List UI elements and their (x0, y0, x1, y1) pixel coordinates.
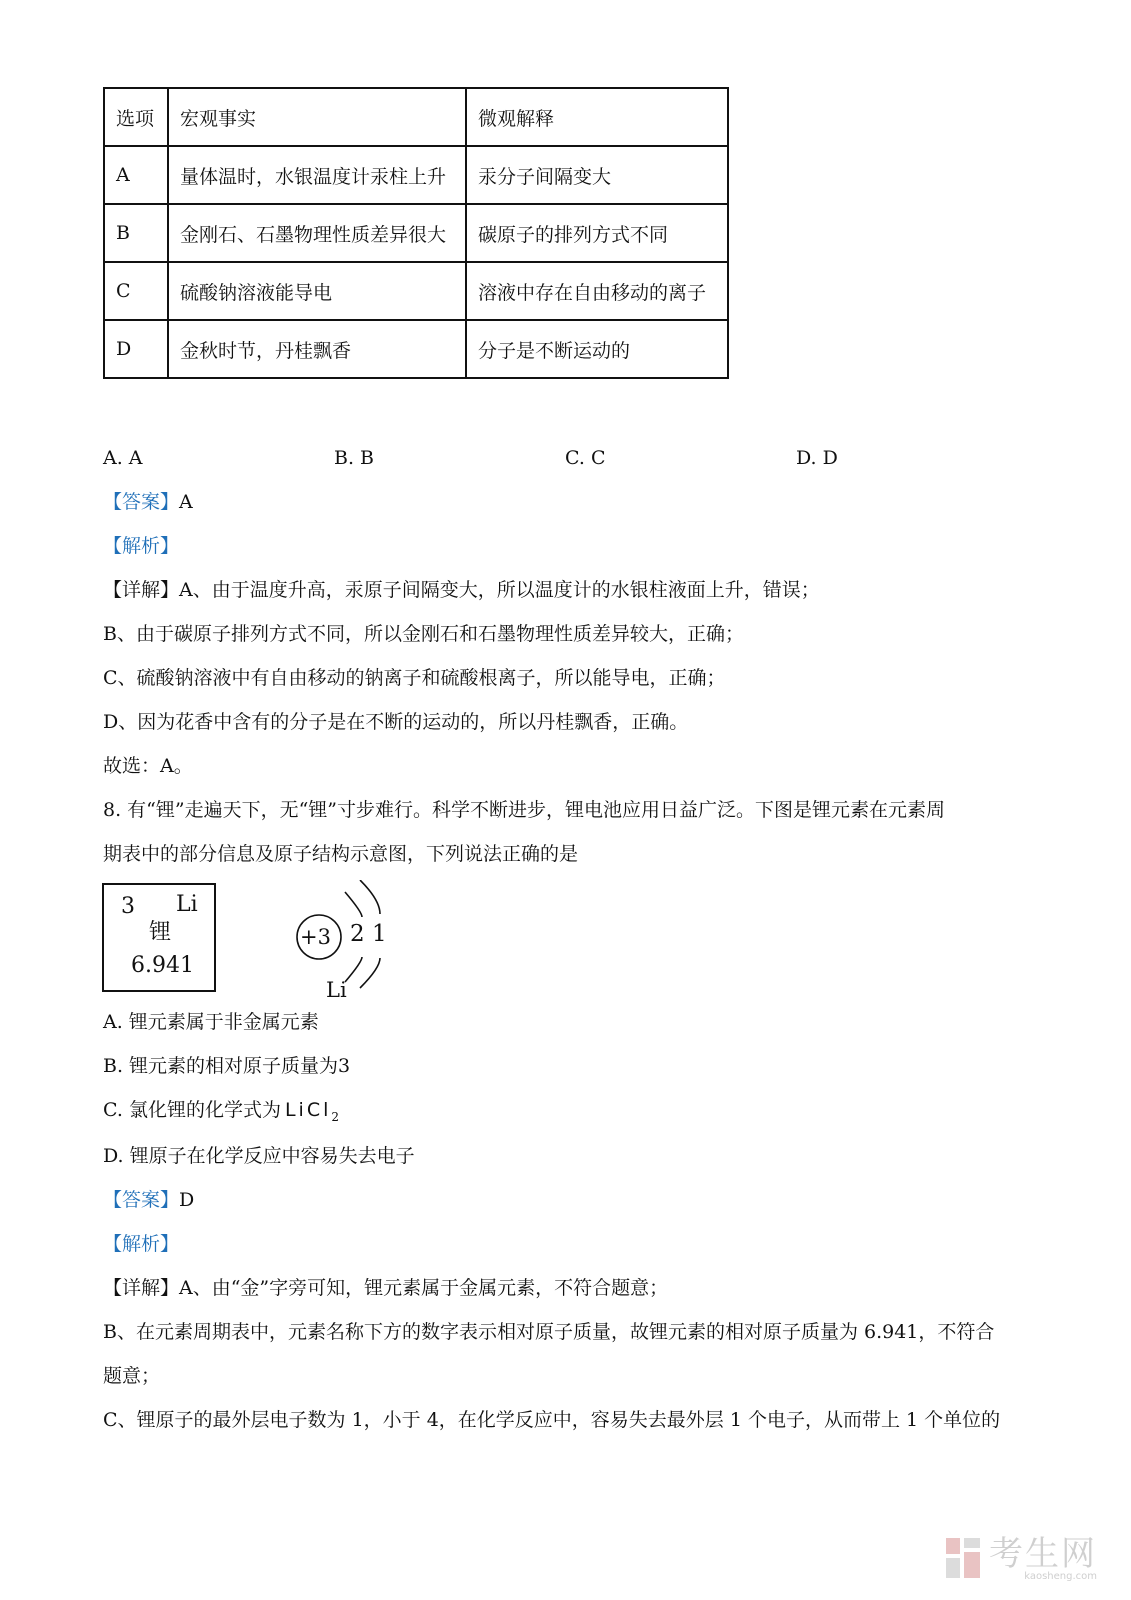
q7-option-d: D. D (796, 447, 838, 469)
q8-detail-line: 【详解】A、由“金”字旁可知，锂元素属于金属元素，不符合题意； (103, 1277, 669, 1299)
table-header: 微观解释 (466, 88, 728, 146)
option-text: C. 氯化锂的化学式为 (103, 1099, 281, 1121)
table-cell: 量体温时，水银温度计汞柱上升 (168, 146, 466, 204)
table-cell: 汞分子间隔变大 (466, 146, 728, 204)
q7-option-c: C. C (565, 447, 606, 469)
table-cell: 碳原子的排列方式不同 (466, 204, 728, 262)
q7-answer (103, 490, 193, 514)
q8-stem-line: 期表中的部分信息及原子结构示意图，下列说法正确的是 (103, 843, 579, 865)
q8-detail-line: B、在元素周期表中，元素名称下方的数字表示相对原子质量，故锂元素的相对原子质量为 6.941，不符合 (103, 1321, 995, 1343)
watermark-text: 考生网 (989, 1534, 1097, 1574)
shell-arc (360, 880, 380, 914)
shell-arc (360, 958, 380, 988)
table-row (104, 146, 728, 204)
q7-detail-line: C、硫酸钠溶液中有自由移动的钠离子和硫酸根离子，所以能导电，正确； (103, 667, 726, 689)
table-cell: 金秋时节，丹桂飘香 (168, 320, 466, 378)
q7-option-a: A. A (103, 447, 143, 469)
answer-tag: 【答案】 (103, 1189, 180, 1211)
q8-option-a: A. 锂元素属于非金属元素 (103, 1011, 319, 1033)
shell-electrons-1: 2 (350, 921, 365, 947)
element-name: 锂 (149, 920, 172, 945)
table-row (104, 262, 728, 320)
q8-detail-line: C、锂原子的最外层电子数为 1，小于 4，在化学反应中，容易失去最外层 1 个电子，从而带上 1 个单位的 (103, 1409, 1001, 1431)
table-cell: D (104, 320, 168, 378)
table-cell: 分子是不断运动的 (466, 320, 728, 378)
table-cell: 溶液中存在自由移动的离子 (466, 262, 728, 320)
q8-detail-line: 题意； (103, 1365, 161, 1387)
element-symbol: Li (176, 892, 198, 917)
nucleus-charge: +3 (300, 925, 331, 949)
shell-electrons-2: 1 (372, 921, 387, 947)
watermark (944, 1536, 1097, 1582)
shell-arc (345, 957, 362, 982)
q7-conclusion: 故选：A。 (103, 755, 193, 777)
q7-detail-line: D、因为花香中含有的分子是在不断的运动的，所以丹桂飘香，正确。 (103, 711, 689, 733)
watermark-url: kaosheng.com (1024, 1571, 1097, 1582)
chemical-formula: LiCl (284, 1099, 332, 1121)
table-header-row (104, 88, 728, 146)
atomic-mass: 6.941 (131, 953, 194, 978)
answer-value: D (179, 1189, 195, 1211)
atom-label: Li (326, 978, 347, 1002)
periodic-table-cell (102, 883, 216, 992)
shell-arc (345, 892, 362, 917)
q8-option-c (103, 1098, 339, 1129)
table-row (104, 320, 728, 378)
q8-answer (103, 1188, 194, 1212)
q7-option-b: B. B (334, 447, 375, 469)
q8-option-b: B. 锂元素的相对原子质量为3 (103, 1055, 351, 1077)
comparison-table (103, 87, 729, 379)
answer-value: A (179, 491, 193, 513)
q8-option-d: D. 锂原子在化学反应中容易失去电子 (103, 1145, 415, 1167)
q7-detail-line: 【详解】A、由于温度升高，汞原子间隔变大，所以温度计的水银柱液面上升，错误； (103, 579, 820, 601)
q8-analysis-tag: 【解析】 (103, 1233, 180, 1255)
table-row (104, 204, 728, 262)
table-cell: 金刚石、石墨物理性质差异很大 (168, 204, 466, 262)
q7-detail-line: B、由于碳原子排列方式不同，所以金刚石和石墨物理性质差异较大，正确； (103, 623, 744, 645)
formula-subscript: 2 (331, 1110, 340, 1124)
answer-tag: 【答案】 (103, 491, 180, 513)
table-header: 宏观事实 (168, 88, 466, 146)
table-cell: 硫酸钠溶液能导电 (168, 262, 466, 320)
table-cell: B (104, 204, 168, 262)
q7-analysis-tag: 【解析】 (103, 535, 180, 557)
q8-stem-line: 8. 有“锂”走遍天下，无“锂”寸步难行。科学不断进步，锂电池应用日益广泛。下图是锂元素在元素周 (103, 799, 946, 821)
table-cell: A (104, 146, 168, 204)
atomic-number: 3 (121, 894, 135, 919)
table-header: 选项 (104, 88, 168, 146)
watermark-logo-icon (944, 1536, 984, 1580)
table-cell: C (104, 262, 168, 320)
